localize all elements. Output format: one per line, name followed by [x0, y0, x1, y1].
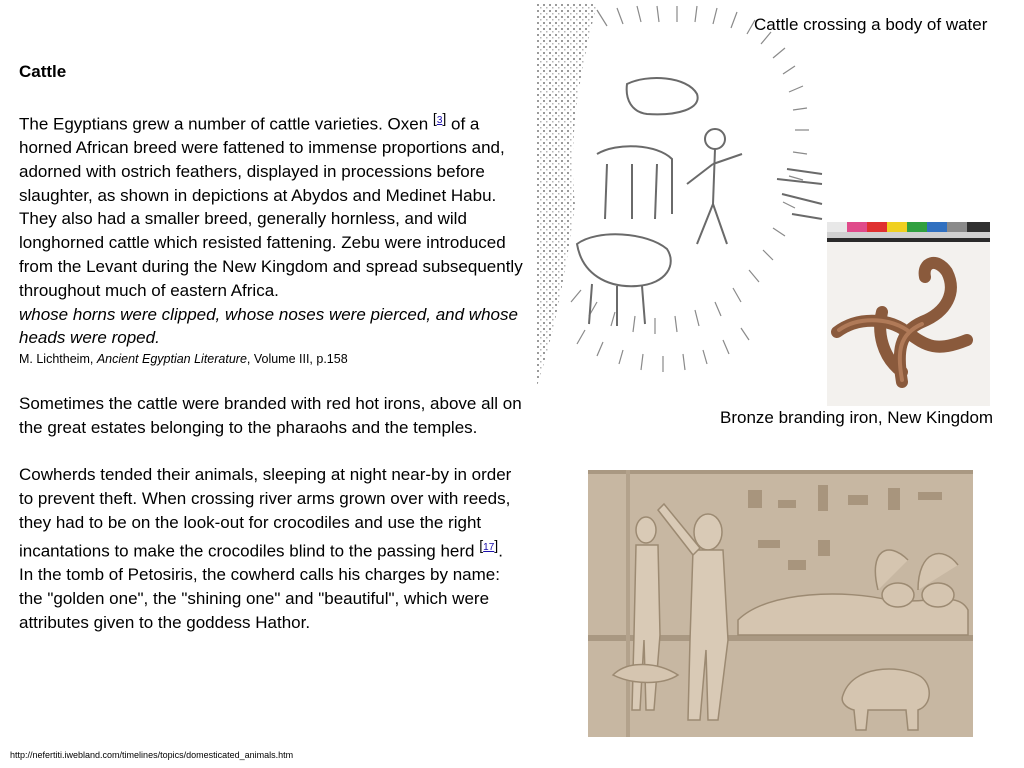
- branding-iron-illustration: [827, 222, 990, 406]
- source-url[interactable]: http://nefertiti.iwebland.com/timelines/topics/domesticated_animals.htm: [10, 750, 294, 760]
- citation-author: M. Lichtheim,: [19, 352, 97, 367]
- para1-text-b: of a horned African breed were fattened to immense proportions and, adorned with ostrich feathers, displayed in processions before slaughter, as shown in depictions at Abydos and Medinet Habu. They also had a smaller breed, generally hornless, and wild longhorned cattle which resisted fattening. Zebu were introduced from the Levant during the New Kingdom and spread subsequently throughout much of eastern Africa.: [19, 114, 523, 300]
- color-scale-bar: [827, 222, 990, 242]
- citation: [19, 350, 524, 368]
- citation-title: Ancient Egyptian Literature: [96, 352, 247, 367]
- cattle-crossing-illustration: [537, 4, 827, 386]
- reference-17: [479, 538, 498, 554]
- quote-text: whose horns were clipped, whose noses were pierced, and whose heads were roped.: [19, 304, 518, 348]
- paragraph-branding: Sometimes the cattle were branded with red hot irons, above all on the great estates belonging to the pharaohs and the temples.: [19, 394, 522, 437]
- caption-branding-iron: Bronze branding iron, New Kingdom: [720, 408, 994, 427]
- reference-3: [433, 111, 446, 127]
- branding-iron-photo: [827, 222, 990, 406]
- para3-text-b: .: [498, 541, 503, 561]
- slide-text-body: [19, 60, 524, 635]
- paragraph-cowherds: [19, 463, 524, 563]
- ref-bracket-open: [: [479, 537, 484, 554]
- ref-bracket-open: [: [432, 110, 437, 127]
- caption-cattle-crossing: Cattle crossing a body of water: [754, 15, 988, 34]
- cattle-crossing-drawing: [537, 4, 827, 386]
- section-heading: Cattle: [19, 62, 67, 81]
- relief-photo: [588, 470, 973, 737]
- citation-rest: , Volume III, p.158: [246, 352, 348, 367]
- reference-link-3[interactable]: 3: [436, 114, 443, 126]
- relief-illustration: [588, 470, 973, 737]
- para3-text-a: Cowherds tended their animals, sleeping at night near-by in order to prevent theft. When crossing river arms grown over with reeds, they had to be on the look-out for crocodiles and use the right incantations to make the crocodiles blind to the passing herd: [19, 465, 512, 561]
- reference-link-17[interactable]: 17: [483, 541, 495, 553]
- ref-bracket-close: ]: [494, 537, 499, 554]
- paragraph-cattle-varieties: [19, 108, 524, 303]
- ref-bracket-close: ]: [442, 110, 447, 127]
- para1-text-a: The Egyptians grew a number of cattle varieties. Oxen: [19, 114, 433, 134]
- paragraph-petosiris: In the tomb of Petosiris, the cowherd calls his charges by name: the "golden one", the "shining one" and "beautiful", which were attributes given to the goddess Hathor.: [19, 565, 500, 632]
